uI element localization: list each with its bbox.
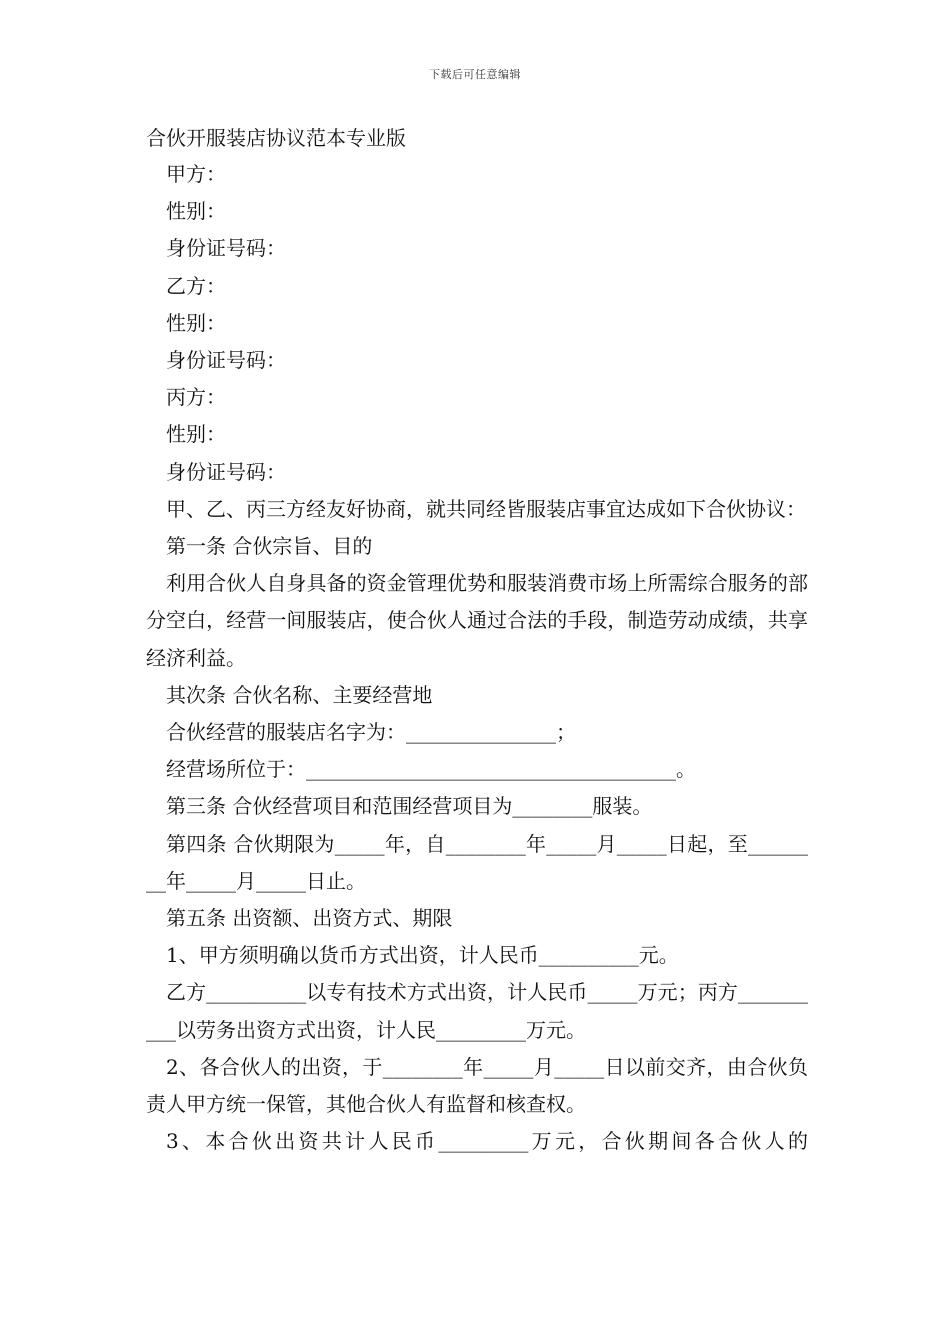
page-header: 下载后可任意编辑 (429, 68, 521, 81)
article-2-heading: 其次条 合伙名称、主要经营地 (166, 682, 433, 707)
article-4: 第四条 合伙期限为_____年，自________年_____月_____日起，至________年_____月_____日止。 (146, 831, 808, 893)
article-3: 第三条 合伙经营项目和范围经营项目为________服装。 (166, 794, 653, 819)
article-5-item-3: 3、本合伙出资共计人民币_________万元，合伙期间各合伙人的 (166, 1129, 808, 1154)
article-5-heading: 第五条 出资额、出资方式、期限 (166, 906, 453, 931)
article-1-body: 利用合伙人自身具备的资金管理优势和服装消费市场上所需综合服务的部分空白，经营一间服装店，使合伙人通过合法的手段，制造劳动成绩，共享经济利益。 (146, 571, 808, 670)
party-b-gender: 性别： (166, 310, 226, 335)
party-a-gender: 性别： (166, 199, 226, 224)
store-location-line: 经营场所位于：_____________________________________。 (166, 757, 696, 782)
party-b-id-number: 身份证号码： (166, 348, 286, 373)
store-name-line: 合伙经营的服装店名字为：_______________； (166, 720, 576, 745)
party-c-id-number: 身份证号码： (166, 459, 286, 484)
document-title: 合伙开服装店协议范本专业版 (146, 126, 406, 150)
article-5-item-1: 1、甲方须明确以货币方式出资，计人民币__________元。 (166, 943, 679, 968)
party-b-label: 乙方： (166, 273, 226, 298)
party-a-label: 甲方： (166, 162, 226, 186)
party-c-label: 丙方： (166, 385, 226, 410)
article-5-item-2: 2、各合伙人的出资，于________年_____月_____日以前交齐，由合伙负责人甲方统一保管，其他合伙人有监督和核查权。 (146, 1054, 808, 1117)
party-c-gender: 性别： (166, 422, 226, 447)
article-1-heading: 第一条 合伙宗旨、目的 (166, 534, 373, 559)
party-a-id-number: 身份证号码： (166, 236, 286, 261)
document-body (146, 120, 808, 1160)
article-5-party-b-c: 乙方__________以专有技术方式出资，计人民币_____万元；丙方__________以劳务出资方式出资，计人民_________万元。 (146, 980, 808, 1042)
agreement-intro: 甲、乙、丙三方经友好协商，就共同经皆服装店事宜达成如下合伙协议： (166, 496, 806, 521)
